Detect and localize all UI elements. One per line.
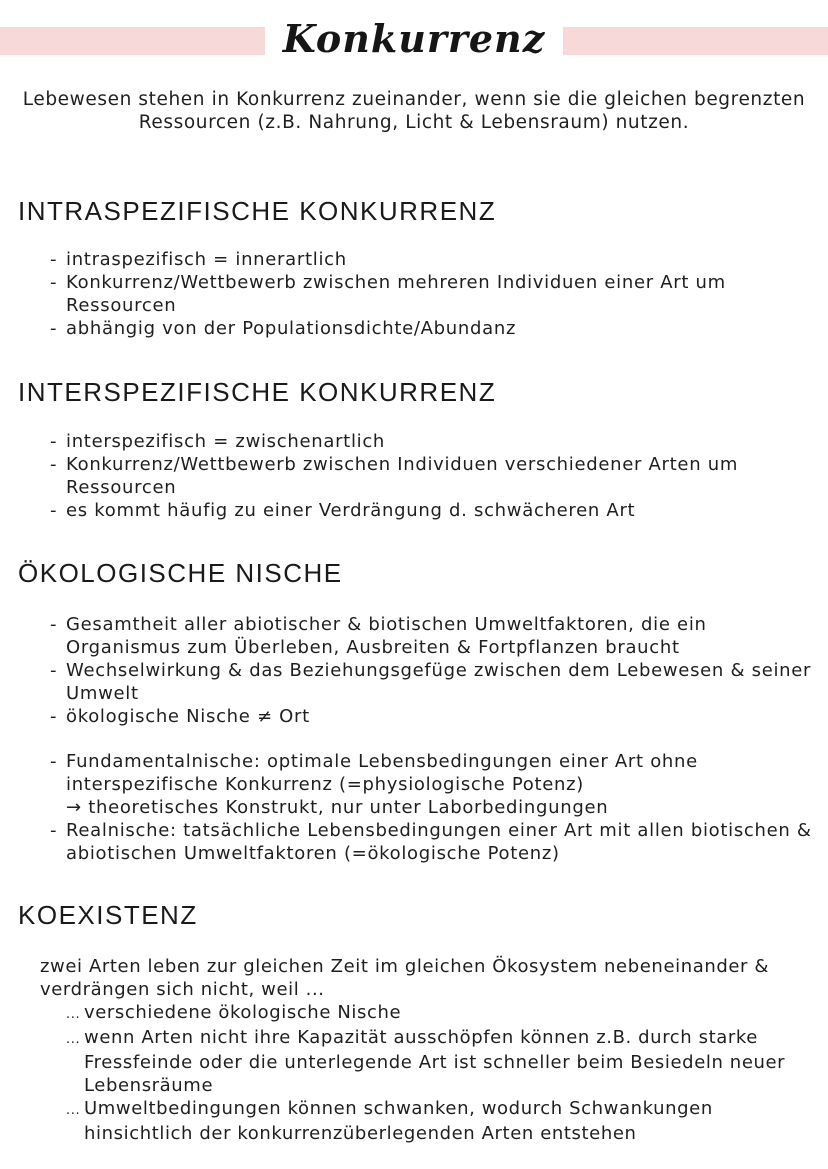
list-item: - Konkurrenz/Wettbewerb zwischen Individuen verschiedener Arten um Ressourcen — [50, 454, 739, 498]
list-item: - abhängig von der Populationsdichte/Abundanz — [50, 318, 517, 339]
list-item: - interspezifisch = zwischenartlich — [50, 431, 386, 452]
heading-interspezifisch: INTERSPEZIFISCHE KONKURRENZ — [18, 377, 497, 407]
heading-intraspezifisch: INTRASPEZIFISCHE KONKURRENZ — [18, 196, 497, 226]
list-intraspezifisch — [50, 248, 820, 340]
title-container — [0, 14, 828, 64]
heading-oekologische-nische: ÖKOLOGISCHE NISCHE — [18, 558, 343, 588]
heading-koexistenz: KOEXISTENZ — [18, 900, 198, 930]
list-item-realnische: - Realnische: tatsächliche Lebensbedingungen einer Art mit allen biotischen & abiotischen Umweltfaktoren (=ökologische Potenz) — [50, 820, 812, 864]
list-item: ... verschiedene ökologische Nische — [66, 1002, 402, 1023]
list-item: - ökologische Nische ≠ Ort — [50, 706, 310, 727]
list-item: - Konkurrenz/Wettbewerb zwischen mehreren Individuen einer Art um Ressourcen — [50, 272, 726, 316]
arrow-note: → theoretisches Konstrukt, nur unter Laborbedingungen — [66, 797, 609, 818]
koexistenz-intro: zwei Arten leben zur gleichen Zeit im gleichen Ökosystem nebeneinander & verdrängen sich nicht, weil ... — [40, 956, 770, 1000]
list-item: ... Umweltbedingungen können schwanken, wodurch Schwankungen hinsichtlich der konkurrenzüberlegenden Arten entstehen — [66, 1098, 713, 1144]
list-item: - Gesamtheit aller abiotischer & biotischen Umweltfaktoren, die ein Organismus zum Überleben, Ausbreiten & Fortpflanzen braucht — [50, 614, 707, 658]
list-item: - intraspezifisch = innerartlich — [50, 249, 347, 270]
list-item: ... wenn Arten nicht ihre Kapazität ausschöpfen können z.B. durch starke Fressfeinde oder die unterlegende Art ist schneller beim Besiedeln neuer Lebensräume — [66, 1027, 786, 1096]
list-item-fundamentalnische: - Fundamentalnische: optimale Lebensbedingungen einer Art ohne interspezifische Konkurrenz (=physiologische Potenz) — [50, 751, 698, 795]
list-oekologische-nische — [50, 613, 820, 865]
spacer — [50, 728, 820, 750]
list-item: - Wechselwirkung & das Beziehungsgefüge zwischen dem Lebewesen & seiner Umwelt — [50, 660, 812, 704]
list-interspezifisch — [50, 430, 820, 522]
page-title: Konkurrenz — [265, 14, 564, 64]
intro-paragraph: Lebewesen stehen in Konkurrenz zueinander, wenn sie die gleichen begrenzten Ressourcen (z.B. Nahrung, Licht & Lebensraum) nutzen. — [22, 89, 806, 133]
list-item: - es kommt häufig zu einer Verdrängung d. schwächeren Art — [50, 500, 636, 521]
list-koexistenz-reasons — [66, 1001, 806, 1145]
